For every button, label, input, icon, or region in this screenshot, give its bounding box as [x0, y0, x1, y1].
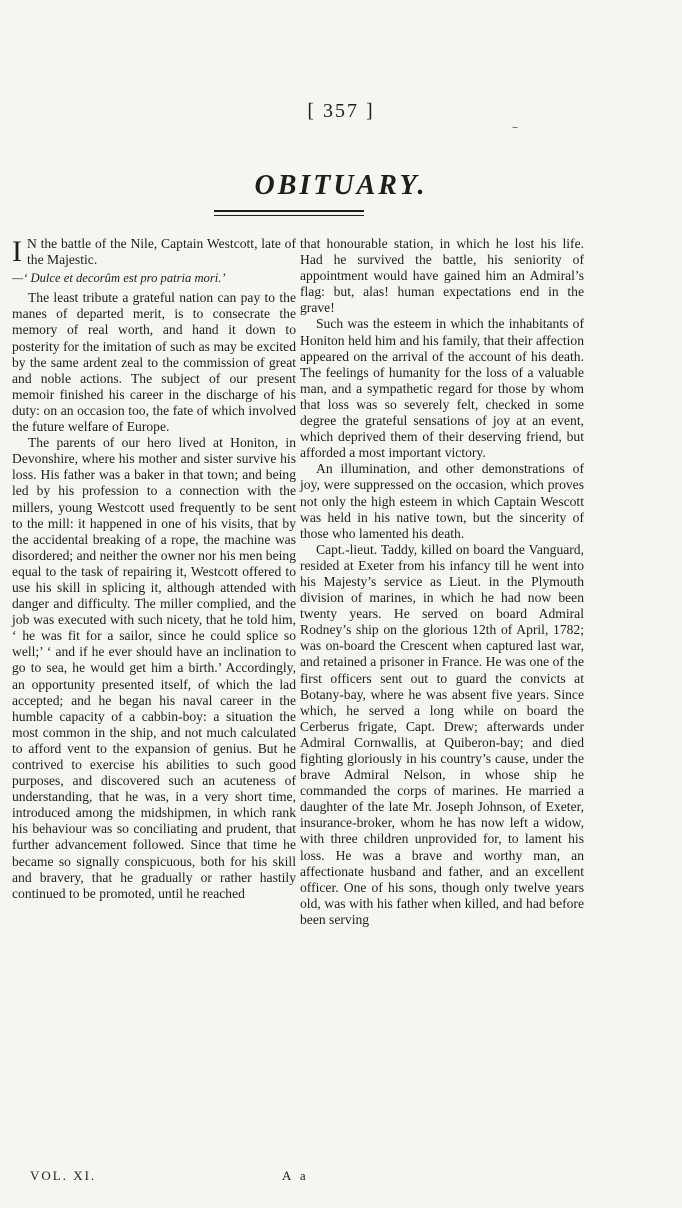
opening-text: N the battle of the Nile, Captain Westcott, late of the Majestic. — [27, 236, 296, 268]
heading-rule-thick — [214, 210, 364, 212]
latin-motto: —‘ Dulce et decorûm est pro patria mori.’ — [12, 271, 226, 286]
body-paragraph: that honourable station, in which he lost his life. Had he survived the battle, his seniority of appointment would have gained him an Admiral’s flag: but, alas! human expectations end in the grave! — [300, 236, 584, 316]
heading-rule-thin — [214, 215, 364, 216]
right-column — [300, 236, 584, 928]
page-footer — [0, 1168, 682, 1188]
body-paragraph: The least tribute a grateful nation can pay to the manes of departed merit, is to consecrate the memory of real worth, and hand it down to posterity for the imitation of such as may be excited by the same ardent zeal to the commission of great and noble actions. The subject of our present memoir finished his career in the discharge of his duty: on an occasion too, the fate of which involved the future welfare of Europe. — [12, 290, 296, 435]
opening-paragraph — [12, 236, 296, 268]
drop-cap: I — [12, 235, 22, 268]
signature-mark: A a — [282, 1168, 309, 1183]
corner-mark: – — [512, 120, 518, 134]
volume-label: VOL. XI. — [30, 1168, 97, 1183]
left-column — [12, 236, 296, 902]
body-paragraph: Capt.-lieut. Taddy, killed on board the Vanguard, resided at Exeter from his infancy till he went into his Majesty’s service as Lieut. in the Plymouth division of marines, in which he had now been twenty years. He served on board Admiral Rodney’s ship on the glorious 12th of April, 1782; was on-board the Crescent when captured last war, and retained a prisoner in France. He was one of the first officers sent out to guard the convicts at Botany-bay, where he was absent five years. Since which, he served a long while on board the Cerberus frigate, Capt. Drew; afterwards under Admiral Cornwallis, at Quiberon-bay; and died fighting gloriously in his country’s cause, under the brave Admiral Nelson, in whose ship he commanded the corps of marines. He married a daughter of the late Mr. Joseph Johnson, of Exeter, insurance-broker, whom he has now left a widow, with three children unprovided for, to lament his loss. He was a brave and worthy man, an affectionate husband and father, and an excellent officer. One of his sons, though only twelve years old, was with his father when killed, and had before been serving — [300, 541, 584, 927]
page-number: [ 357 ] — [307, 100, 375, 122]
body-paragraph: An illumination, and other demonstrations of joy, were suppressed on the occasion, which proves not only the high esteem in which Captain Wescott was held in his native town, but the sincerity of those who lamented his death. — [300, 461, 584, 541]
section-heading: OBITUARY. — [254, 170, 428, 201]
body-paragraph: Such was the esteem in which the inhabitants of Honiton held him and his family, that their affection appeared on the arrival of the account of his death. The feelings of humanity for the loss of a valuable man, and a sympathetic regard for those by whom that loss was so severely felt, checked in some degree the grateful sensations of joy at an event, which deprived them of their deserving friend, but afforded a most important victory. — [300, 316, 584, 461]
body-paragraph: The parents of our hero lived at Honiton, in Devonshire, where his mother and sister survive his loss. His father was a baker in that town; and being led by his profession to a connection with the millers, young Westcott used frequently to be sent to the mill: it happened in one of his visits, that by the accidental breaking of a rope, the machine was disordered; and neither the owner nor his men being equal to the task of repairing it, Westcott offered to use his skill in splicing it, although attended with danger and difficulty. The miller complied, and the job was executed with such nicety, that he told him, ‘ he was fit for a sailor, since he could splice so well;’ ‘ and if he ever should have an inclination to go to sea, he would get him a birth.’ Accordingly, an opportunity presented itself, of which the lad accepted; and he began his naval career in the humble capacity of a cabbin-boy: a situation the most common in the ship, and not much calculated to afford vent to the expansion of genius. But he contrived to exercise his abilities to such good purposes, and discovered such an acuteness of understanding, that he was, in a very short time, introduced among the midshipmen, in which rank his behaviour was so conciliating and prudent, that further advancement followed. Since that time he became so signally conspicuous, both for his skill and bravery, that he gradually or rather hastily continued to be promoted, until he reached — [12, 435, 296, 901]
